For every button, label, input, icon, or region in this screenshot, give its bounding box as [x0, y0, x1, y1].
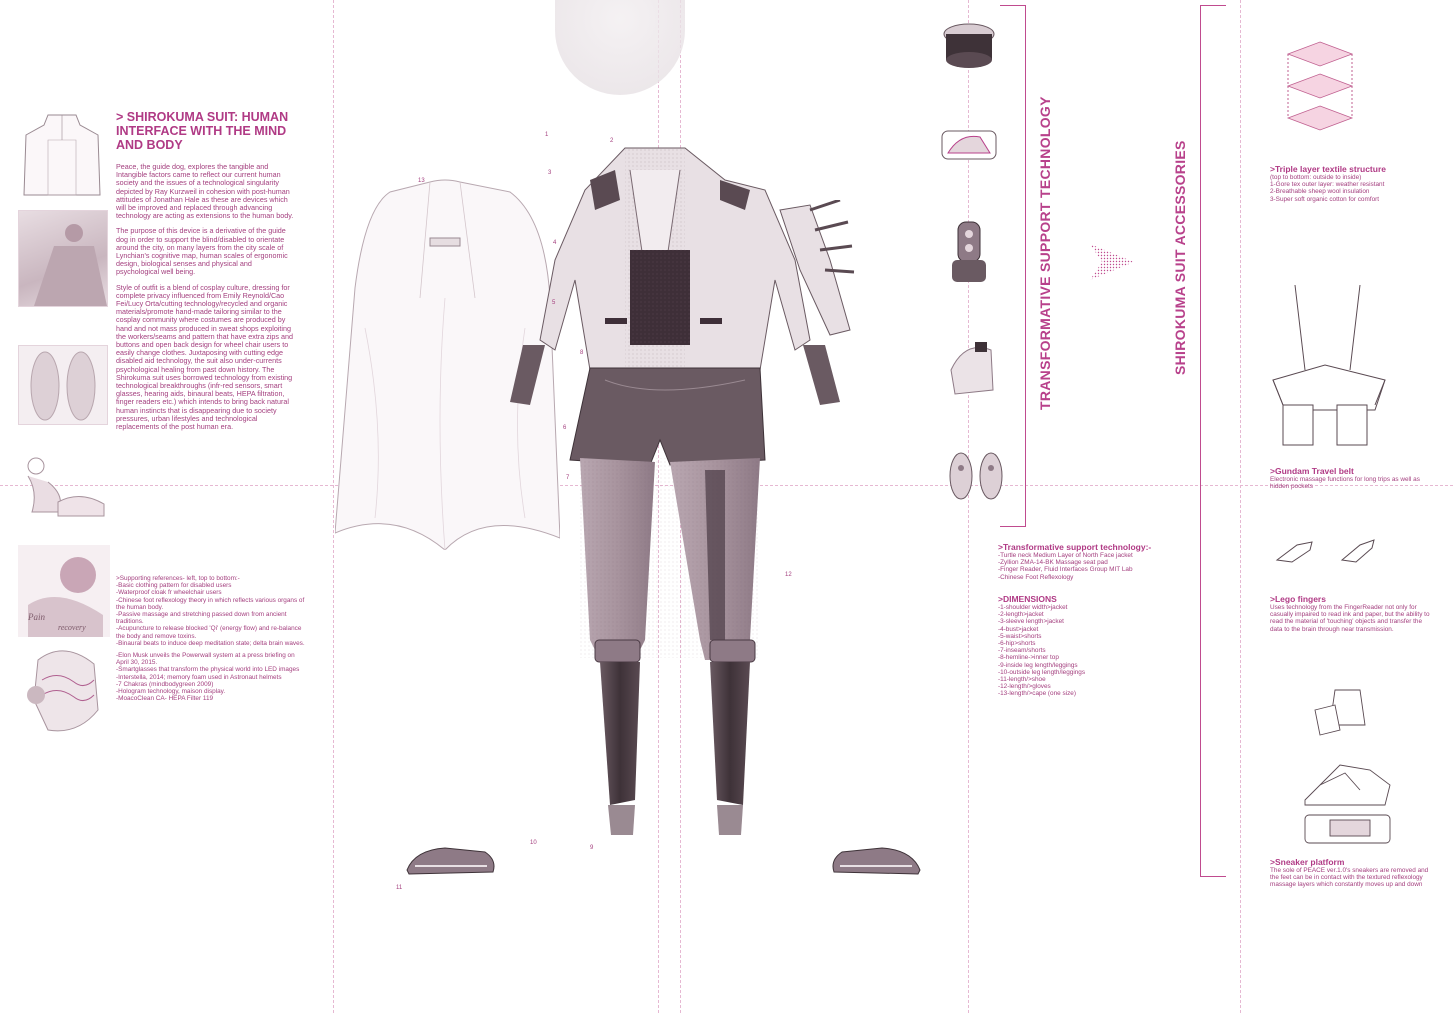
dimension-label: 9	[590, 845, 594, 851]
svg-text:Pain: Pain	[28, 612, 45, 622]
accessory-heading: >Gundam Travel belt	[1270, 466, 1354, 476]
dimension-item: -5-waist>shorts	[998, 632, 1042, 640]
dimension-label: 11	[396, 885, 403, 891]
accessory-line: the feet can be in contact with the textured reflexology	[1270, 874, 1423, 882]
dimension-label: 5	[552, 300, 556, 306]
dimension-item: -3-sleeve length>jacket	[998, 618, 1064, 626]
dimension-item: -10-outside leg length/leggings	[998, 668, 1086, 676]
seat-pad-image	[950, 220, 988, 285]
accessory-line: 1-Gore tex outer layer: weather resistant	[1270, 181, 1385, 189]
foot-reflexology-image	[18, 345, 108, 425]
dimension-label: 1	[545, 132, 549, 138]
sneaker-platform-diagram	[1300, 685, 1400, 855]
dimension-item: -9-inside leg length/leggings	[998, 661, 1078, 669]
reference-item: -Acupuncture to release blocked 'Qi' (energy flow) and re-balance the body and remove toxins.	[116, 625, 302, 640]
accessory-line: 3-Super soft organic cotton for comfort	[1270, 195, 1380, 203]
dimension-label: 4	[553, 240, 557, 246]
paragraph: The purpose of this device is a derivative of the guide dog in order to support the blind/disabled to orientate around the city, on many layers from the city scale of Lynchian's cognitive map, human scales of ergonomic design, biological senses and physical and psychological well being.	[116, 226, 288, 277]
reference-item: -Chinese foot reflexology theory in which reflects various organs of the human body.	[116, 596, 305, 611]
accessory-line: (top to bottom: outside to inside)	[1270, 174, 1362, 181]
tech-item: -Chinese Foot Reflexology	[998, 573, 1074, 581]
reference-item: -7 Chakras (mindbodygreen 2009)	[116, 680, 214, 688]
tech-list	[998, 542, 1168, 581]
brain-waves-image	[18, 640, 110, 740]
cloak-photo-image	[18, 210, 108, 307]
reference-item: -Smartglasses that transform the physical world into LED images	[116, 666, 300, 674]
tech-item: -Zyllion ZMA-14-BK Massage seat pad	[998, 559, 1108, 567]
triple-layer-diagram	[1280, 38, 1360, 138]
accessory-line: data to the brain through near transmission.	[1270, 625, 1394, 633]
belt-text	[1270, 466, 1440, 490]
accessory-heading: >Triple layer textile structure	[1270, 164, 1386, 174]
dimension-item: -1-shoulder width>jacket	[998, 604, 1068, 611]
foot-reflexology-chart-image	[945, 450, 1007, 502]
spike-arm-accessory-illustration	[770, 200, 855, 340]
dimension-item: -2-length>jacket	[998, 611, 1044, 619]
sneaker-left-illustration	[405, 840, 497, 878]
reference-item: -Binaural beats to induce deep meditation state; delta brain waves.	[116, 639, 305, 647]
dimension-item: -6-hip>shorts	[998, 640, 1036, 648]
reference-item: -Passive massage and stretching passed down from ancient traditions.	[116, 611, 287, 626]
dimension-label: 6	[563, 425, 567, 431]
dimension-label: 13	[418, 178, 425, 184]
references-list	[116, 575, 306, 702]
dimension-label: 12	[785, 572, 792, 578]
accessory-line: Uses technology from the FingerReader not only for	[1270, 604, 1417, 611]
accessory-line: casually impaired to read ink and paper, but the ability to	[1270, 611, 1430, 619]
reference-item: -Hologram technology, maison display.	[116, 688, 226, 696]
paragraph: Style of outfit is a blend of cosplay culture, dressing for complete privacy influenced from Emily Reynold/Cao Fei/Lucy Orta/cutting technology/recycled and organic materials/promote hand-made tailoring similar to the cosplay community where costumes are produced by hand and not mass produced in sweat shops exploiting the workers/seams and pattern that have extra zips and buttons and open back design for wheel chair users to easily change clothes. Juxtaposing with cutting edge disabled aid technology, the suit also under-currents psychological healing from past down history. The Shirokuma suit uses borrowed technology from existing technological breakthroughs (infr-red sensors, smart glasses, hearing aids, binaural beats, HEPA filtration, finger readers etc.) which intends to bring back natural human instincts that is disappearing due to society pressures, urban lifestyles and technological replacements of the post human era.	[116, 282, 293, 432]
gundam-belt-diagram	[1265, 280, 1395, 450]
dimensions-list	[998, 594, 1168, 698]
tech-heading: >Transformative support technology:-	[998, 542, 1152, 552]
triple-layer-text	[1270, 164, 1440, 203]
accessory-line: The sole of PEACE ver.1.0's sneakers are removed and	[1270, 867, 1429, 874]
description-text	[116, 163, 296, 438]
svg-text:recovery: recovery	[58, 623, 86, 632]
section-title-vertical: TRANSFORMATIVE SUPPORT TECHNOLOGY	[1037, 96, 1053, 410]
dimension-label: 2	[610, 138, 614, 144]
massage-illustration-image	[18, 452, 106, 522]
dimension-label: 3	[548, 170, 552, 176]
lego-text	[1270, 594, 1440, 633]
dimension-item: -8-hemline->inner top	[998, 654, 1059, 662]
tech-item: -Turtle neck Medium Layer of North Face jacket	[998, 552, 1133, 559]
accessory-line: read the material of 'touching' objects and transfer the	[1270, 618, 1422, 626]
dimension-label: 7	[566, 475, 570, 481]
dimension-item: -7-inseam/shorts	[998, 647, 1046, 655]
typography-head-image	[18, 545, 110, 637]
accessories-title-vertical: SHIROKUMA SUIT ACCESSORIES	[1172, 140, 1188, 375]
pattern-sketch-image	[18, 110, 106, 200]
tech-item: -Finger Reader, Fluid Interfaces Group MIT Lab	[998, 566, 1133, 574]
dimension-item: -11-length/>shoe	[998, 676, 1046, 684]
accessory-line: massage layers which constantly moves up and down	[1270, 881, 1423, 889]
reference-item: -Basic clothing pattern for disabled users	[116, 582, 232, 590]
accessory-line: Electronic massage functions for long trips as well as	[1270, 476, 1420, 483]
lego-fingers-diagram	[1272, 530, 1382, 570]
reference-item: -Waterproof cloak fr wheelchair users	[116, 589, 222, 597]
reference-item: >Supporting references- left, top to bottom:-	[116, 575, 240, 582]
reference-item: -Interstella, 2014; memory foam used in Astronaut helmets	[116, 673, 282, 681]
dimension-label: 8	[580, 350, 584, 356]
massage-pad-image	[940, 125, 998, 165]
moon-graphic	[555, 0, 685, 95]
accessory-heading: >Sneaker platform	[1270, 857, 1345, 867]
guide-line	[1240, 0, 1241, 1013]
arrow-right-icon	[1088, 242, 1136, 282]
dimension-item: -13-length/>cape (one size)	[998, 690, 1076, 698]
sneaker-text	[1270, 857, 1445, 889]
bracket-line	[1000, 5, 1026, 527]
turtle-neck-image	[940, 18, 998, 70]
reference-item: -Elon Musk unveils the Powerwall system at a press briefing on April 30, 2015.	[116, 652, 295, 667]
accessory-heading: >Lego fingers	[1270, 594, 1326, 604]
reference-item: -MoacoClean CA- HEPA Filter 119	[116, 695, 214, 703]
bracket-line	[1200, 5, 1226, 877]
dimension-item: -12-length/>gloves	[998, 683, 1051, 691]
accessory-line: hidden pockets	[1270, 483, 1313, 491]
dimensions-heading: >DIMENSIONS	[998, 594, 1057, 604]
sneaker-right-illustration	[830, 840, 922, 878]
dimension-item: -4-bust>jacket	[998, 625, 1039, 633]
accessory-line: 2-Breathable sheep wool insulation	[1270, 188, 1370, 196]
finger-reader-image	[945, 330, 997, 398]
dimension-label: 10	[530, 840, 537, 846]
guide-line	[333, 0, 334, 1013]
paragraph: Peace, the guide dog, explores the tangible and Intangible factors came to reflect our current human society and the issues of a technological singularity depicted by Ray Kurzweil in cohesion with post-human attitudes of Jonathan Hale as these are devices which will be improved and replaced through advancing technology are acting as extensions to the human body.	[116, 162, 294, 221]
main-title: > SHIROKUMA SUIT: HUMAN INTERFACE WITH THE MIND AND BODY	[116, 110, 289, 152]
